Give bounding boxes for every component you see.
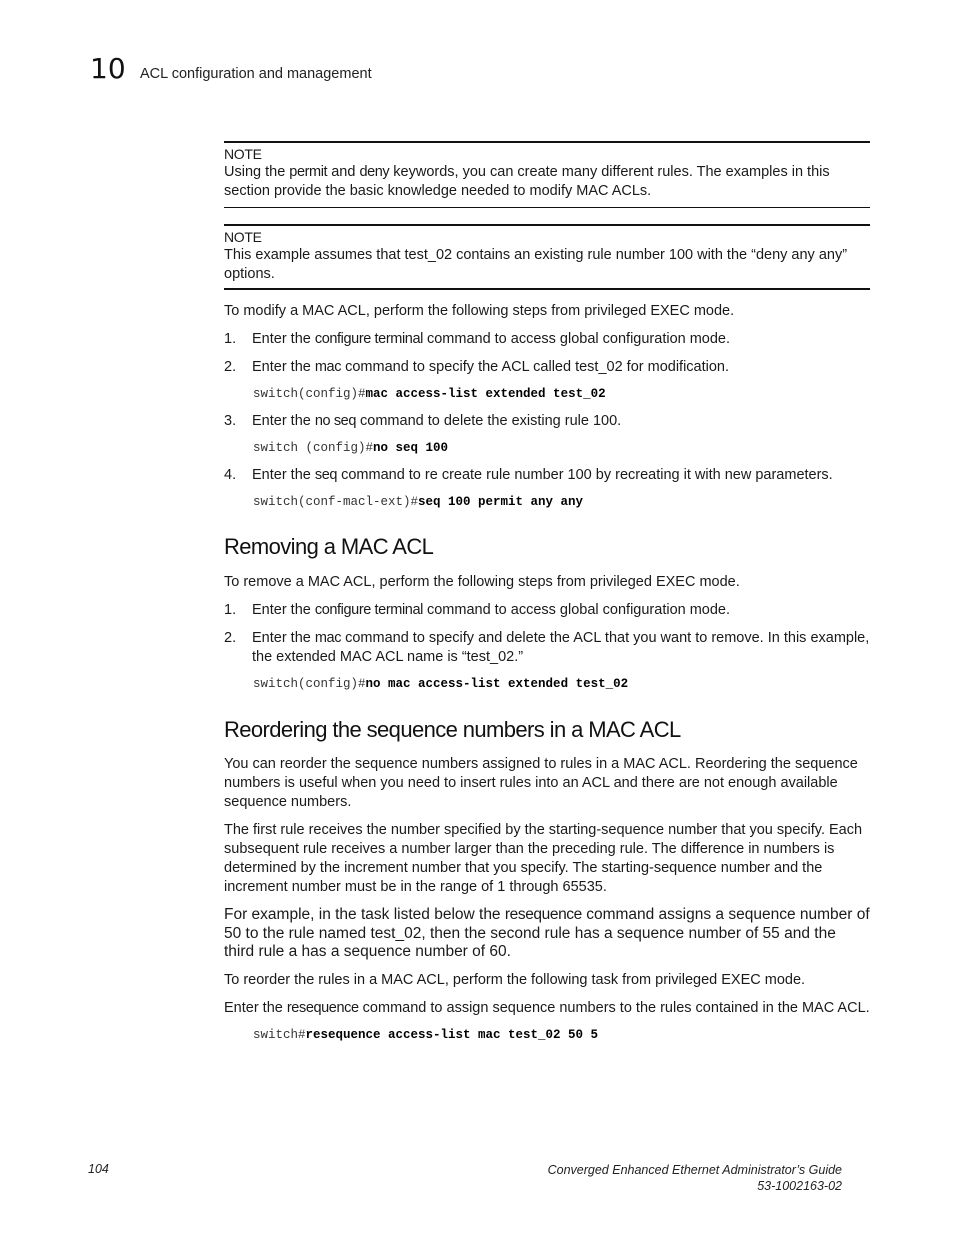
keyword-permit: permit [289,164,328,180]
keyword: configure terminal [314,331,423,347]
keyword: configure terminal [314,602,423,618]
modify-step [224,412,870,431]
code-prompt: switch# [253,1027,306,1042]
code-example [224,1027,870,1043]
step-text: Enter the [252,467,315,483]
keyword: resequence [286,999,359,1016]
step-number: 1. [224,331,237,347]
page-content [224,141,870,1053]
code-command: resequence access-list mac test_02 50 5 [305,1027,599,1042]
removing-step [224,601,870,620]
keyword: resequence [504,906,582,923]
step-number: 1. [224,602,237,618]
code-example [224,386,870,402]
code-example [224,676,870,692]
step-text: Enter the [252,630,315,646]
keyword-deny: deny [359,164,390,180]
note-text-part: keywords, you can create many different rules. The examples in this section provide the basic knowledge needed to modify MAC ACLs. [224,164,830,199]
note-text: This example assumes that test_02 contains an existing rule number 100 with the “deny any any” options. [224,247,848,282]
reordering-paragraph: The first rule receives the number specified by the starting-sequence number that you specify. Each subsequent rule receives a number larger than the preceding rule. The difference in numbers is determined by the increment number that you specify. The starting-sequence number and the increment number must be in the range of 1 through 65535. [224,822,863,895]
step-text: Enter the [252,331,315,347]
modify-step [224,358,870,377]
keyword: mac [314,630,342,646]
reordering-example-paragraph [224,906,870,962]
footer-title [548,1162,842,1194]
note-label: NOTE [224,146,262,162]
keyword: seq [314,467,338,483]
step-text: Enter the [252,413,315,429]
step-text: command to delete the existing rule 100. [356,413,622,429]
code-prompt: switch(config)# [253,677,366,691]
note-box [224,141,870,208]
section-heading-removing: Removing a MAC ACL [224,534,434,559]
code-example [224,440,870,456]
paragraph-text: command assigns a sequence number of 50 to the rule named test_02, then the second rule has a sequence number of 55 and the third rule a has a sequence number of 60. [224,906,870,960]
paragraph-text: For example, in the task listed below the [224,906,505,923]
doc-number: 53-1002163-02 [757,1179,842,1193]
code-command: no seq 100 [373,441,449,455]
note-text-part: and [327,164,360,180]
modify-step [224,330,870,349]
paragraph-text: Enter the [224,999,287,1016]
reordering-paragraph [224,999,870,1018]
reordering-paragraph: To reorder the rules in a MAC ACL, perform the following task from privileged EXEC mode. [224,971,806,988]
step-text: command to specify and delete the ACL that you want to remove. In this example, the extended MAC ACL name is “test_02.” [252,630,870,665]
modify-intro: To modify a MAC ACL, perform the following steps from privileged EXEC mode. [224,303,735,319]
guide-title: Converged Enhanced Ethernet Administrator’s Guide [547,1163,842,1177]
chapter-title: ACL configuration and management [140,66,372,82]
note-box [224,224,870,290]
step-text: command to access global configuration mode. [422,331,731,347]
chapter-number: 10 [90,52,126,85]
code-example [224,494,870,510]
step-text: Enter the [252,602,315,618]
code-prompt: switch(config)# [253,387,366,401]
code-prompt: switch(conf-macl-ext)# [253,495,419,509]
code-command: mac access-list extended test_02 [365,387,606,401]
page-number: 104 [88,1162,109,1176]
removing-intro: To remove a MAC ACL, perform the following steps from privileged EXEC mode. [224,574,740,590]
keyword: no seq [314,413,357,429]
note-label: NOTE [224,229,262,245]
code-prompt: switch (config)# [253,441,374,455]
step-number: 3. [224,413,237,429]
reordering-paragraph: You can reorder the sequence numbers assigned to rules in a MAC ACL. Reordering the sequence numbers is useful when you need to insert rules into an ACL and there are not enough available sequence numbers. [224,756,858,810]
code-command: no mac access-list extended test_02 [365,677,629,691]
step-number: 2. [224,359,237,375]
paragraph-text: command to assign sequence numbers to the rules contained in the MAC ACL. [358,999,870,1016]
note-text-part: Using the [224,164,290,180]
step-text: Enter the [252,359,315,375]
section-heading-reordering: Reordering the sequence numbers in a MAC ACL [224,717,681,742]
note-text [224,163,870,201]
step-text: command to re create rule number 100 by recreating it with new parameters. [337,467,833,483]
step-text: command to specify the ACL called test_02 for modification. [341,359,730,375]
removing-step [224,629,870,667]
step-text: command to access global configuration mode. [422,602,731,618]
step-number: 2. [224,630,237,646]
modify-step [224,466,870,485]
keyword: mac [314,359,342,375]
code-command: seq 100 permit any any [418,495,584,509]
step-number: 4. [224,467,237,483]
